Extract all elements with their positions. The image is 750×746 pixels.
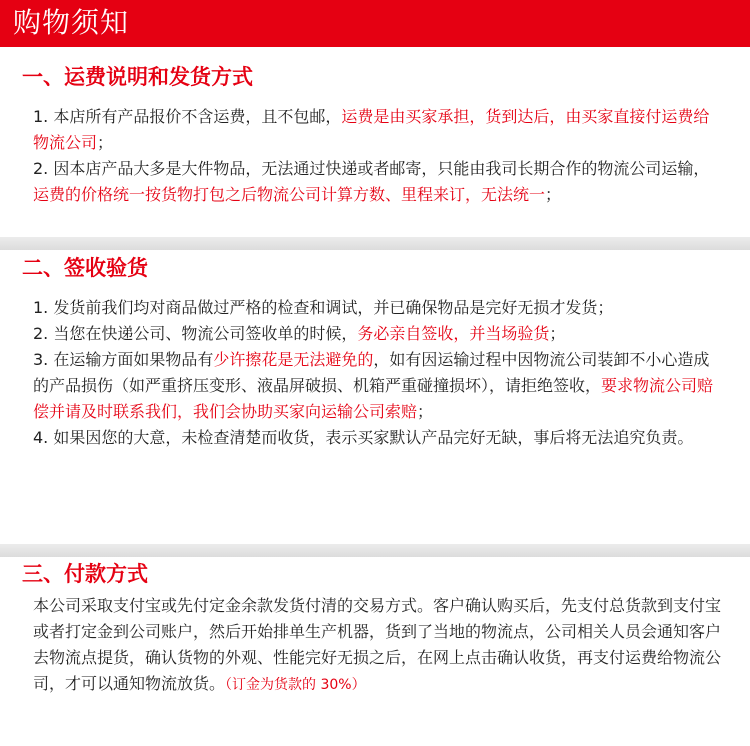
- paragraph: [33, 104, 723, 156]
- text-highlight: 务必亲自签收，并当场验货: [357, 324, 550, 343]
- section-body: [33, 295, 723, 451]
- text-plain: 1. 发货前我们均对商品做过严格的检查和调试，并已确保物品是完好无损才发货；: [33, 298, 614, 317]
- text-tail: ；: [545, 185, 562, 204]
- text-highlight: （订金为货款的 30%）: [225, 677, 366, 693]
- text-plain: 本公司采取支付宝或先付定金余款发货付清的交易方式。客户确认购买后，先支付总货款到支付宝或者打定金到公司账户，然后开始排单生产机器，货到了当地的物流点，公司相关人员会通知客户去物流点提货，确认货物的外观、性能完好无损之后，在网上点击确认收货，再支付运费给物流公司，才可以通知物流放货。: [33, 596, 722, 693]
- section-receipt: [0, 250, 750, 544]
- section-divider: [0, 237, 750, 250]
- section-body: [33, 593, 723, 698]
- text-plain: 2. 因本店产品大多是大件物品，无法通过快递或者邮寄，只能由我司长期合作的物流公司运输，: [33, 159, 710, 178]
- text-highlight: 要求物流公司赔偿并请及时联系我们，我们会协助买家向运输公司索赔: [33, 376, 714, 421]
- text-plain: 1. 本店所有产品报价不含运费，且不包邮，: [33, 107, 342, 126]
- section-shipping: [0, 47, 750, 237]
- paragraph: [33, 156, 723, 208]
- section-title: 二、签收验货: [22, 256, 148, 280]
- text-tail: ；: [549, 324, 566, 343]
- section-body: [33, 104, 723, 208]
- section-title: 一、运费说明和发货方式: [22, 65, 253, 89]
- text-plain: 2. 当您在快递公司、物流公司签收单的时候，: [33, 324, 358, 343]
- text-plain: 3. 在运输方面如果物品有: [33, 350, 214, 369]
- paragraph: [33, 295, 723, 321]
- section-payment: [0, 557, 750, 746]
- text-highlight: 运费是由买家承担，货到达后，由买家直接付运费给物流公司: [33, 107, 710, 152]
- page-title: 购物须知: [13, 6, 130, 39]
- paragraph: [33, 321, 723, 347]
- paragraph: [33, 425, 723, 451]
- text-tail: ；: [97, 133, 114, 152]
- text-highlight: 运费的价格统一按货物打包之后物流公司计算方数、里程来订，无法统一: [33, 185, 546, 204]
- header-bar: [0, 0, 750, 47]
- paragraph: [33, 347, 723, 425]
- text-tail: ；: [417, 402, 434, 421]
- section-title: 三、付款方式: [22, 562, 148, 586]
- text-tail: ，如有因运输过程中因物流公司装卸不小心造成的产品损伤（如严重挤压变形、液晶屏破损、机箱严重碰撞损坏），请拒绝签收，: [33, 350, 710, 395]
- paragraph: [33, 593, 723, 698]
- text-highlight: 少许擦花是无法避免的: [213, 350, 374, 369]
- text-plain: 4. 如果因您的大意，未检查清楚而收货，表示买家默认产品完好无缺，事后将无法追究负责。: [33, 428, 694, 447]
- section-divider: [0, 544, 750, 557]
